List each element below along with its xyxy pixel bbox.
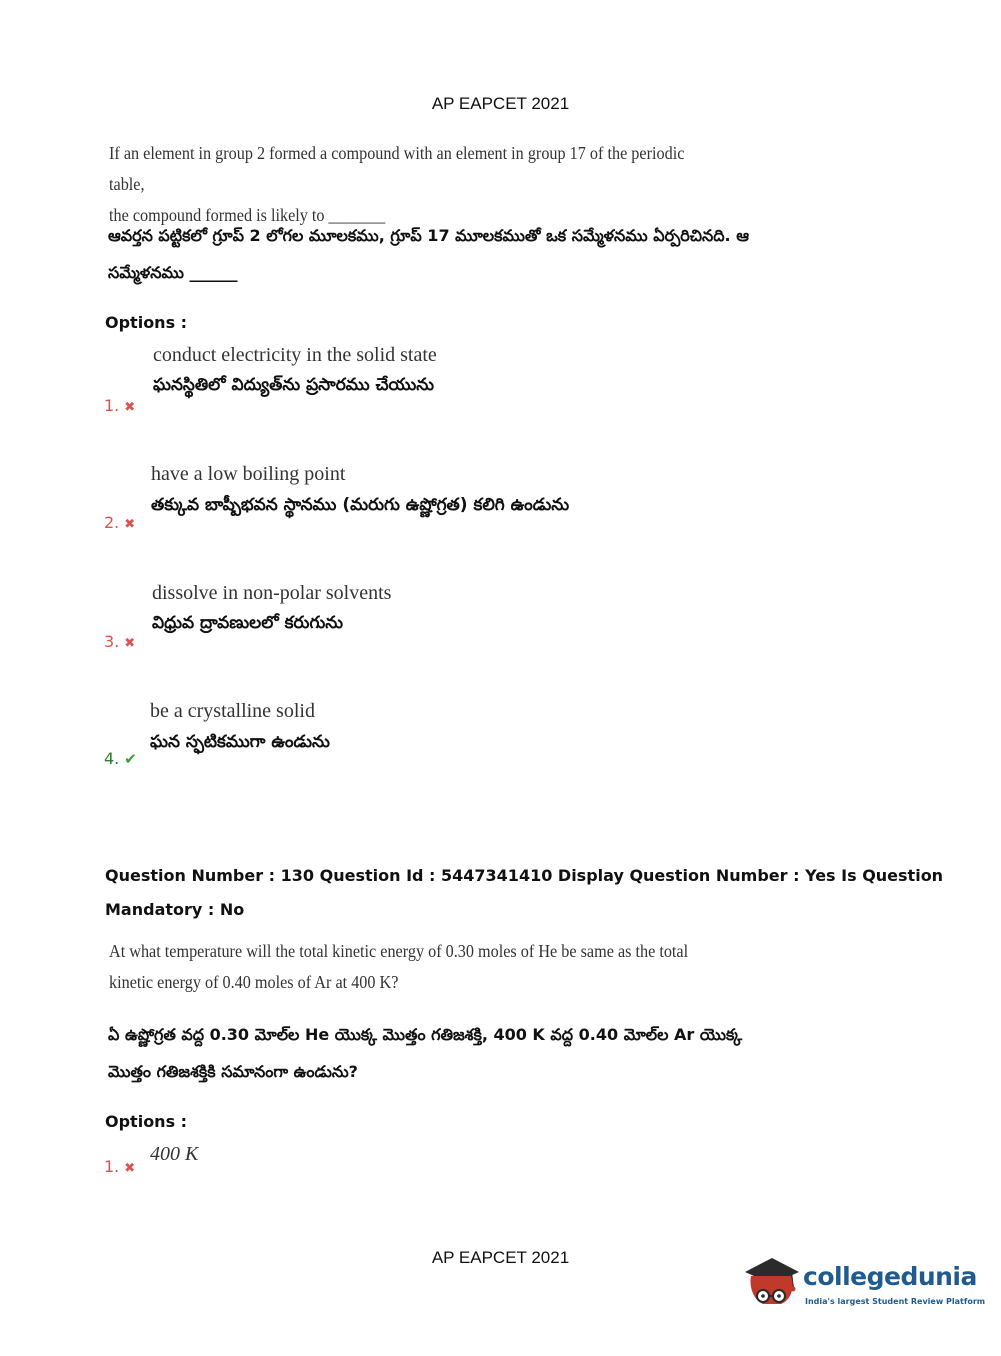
option-2-english: have a low boiling point <box>151 463 346 485</box>
logo-tagline: India's largest Student Review Platform <box>805 1297 986 1306</box>
option-number-text: 1. <box>104 396 120 415</box>
question-2-telugu <box>108 1016 828 1090</box>
option-1-number <box>104 396 135 415</box>
option-1-text: 400 K <box>150 1143 199 1165</box>
wrong-mark-icon: ✖ <box>124 636 136 651</box>
logo-name: collegedunia <box>803 1262 977 1291</box>
options-label: Options : <box>105 313 188 332</box>
question-1-telugu-line: ఆవర్తన పట్టికలో గ్రూప్ 2 లోగల మూలకము, గ్రూప్ 17 మూలకముతో ఒక సమ్మేళనము ఏర్పరిచినది. ఆ <box>108 226 749 245</box>
question-1-english-line: the compound formed is likely to _______ <box>109 205 386 225</box>
question-2-meta <box>105 859 945 927</box>
mascot-icon <box>741 1250 803 1312</box>
question-meta-line: Question Number : 130 Question Id : 5447341410 Display Question Number : Yes Is Question <box>105 866 944 885</box>
option-1-telugu: ఘనస్థితిలో విద్యుత్‌ను ప్రసారము చేయును <box>153 375 435 395</box>
check-mark-icon: ✔ <box>124 750 137 768</box>
options-label: Options : <box>105 1112 188 1131</box>
wrong-mark-icon: ✖ <box>124 517 136 532</box>
question-1-telugu <box>108 217 828 291</box>
option-4-english: be a crystalline solid <box>150 700 315 722</box>
question-meta-line: Mandatory : No <box>105 900 245 919</box>
wrong-mark-icon: ✖ <box>124 400 136 415</box>
option-4-telugu: ఘన స్ఫటికముగా ఉండును <box>150 732 330 752</box>
question-1-telugu-line: సమ్మేళనము ______ <box>108 263 238 282</box>
option-number-text: 3. <box>104 632 120 651</box>
option-number-text: 4. <box>104 749 120 768</box>
option-2-number <box>104 513 135 532</box>
question-2-telugu-line: ఏ ఉష్ణోగ్రత వద్ద 0.30 మోల్‌ల He యొక్క మొత్తం గతిజశక్తి, 400 K వద్ద 0.40 మోల్‌ల Ar యొక్క <box>108 1025 743 1044</box>
option-3-telugu: విధ్రువ ద్రావణులలో కరుగును <box>152 613 344 633</box>
option-1-english: conduct electricity in the solid state <box>153 344 437 366</box>
question-2-english-line: At what temperature will the total kinetic energy of 0.30 moles of He be same as the total <box>109 941 689 961</box>
question-2-telugu-line: మొత్తం గతిజశక్తికి సమానంగా ఉండును? <box>108 1062 358 1081</box>
page-footer: AP EAPCET 2021 <box>431 1248 570 1267</box>
wrong-mark-icon: ✖ <box>124 1161 136 1176</box>
collegedunia-logo[interactable] <box>741 1248 986 1320</box>
option-4-number <box>104 749 137 768</box>
question-2-english <box>109 936 721 998</box>
option-number-text: 1. <box>104 1157 120 1176</box>
option-2-telugu: తక్కువ బాష్పీభవన స్థానము (మరుగు ఉష్ణోగ్రత) కలిగి ఉండును <box>151 495 570 515</box>
option-1-number <box>104 1157 135 1176</box>
option-3-english: dissolve in non-polar solvents <box>152 582 392 604</box>
option-3-number <box>104 632 135 651</box>
question-2-english-line: kinetic energy of 0.40 moles of Ar at 400 K? <box>109 972 399 992</box>
option-number-text: 2. <box>104 513 120 532</box>
page-header: AP EAPCET 2021 <box>431 94 570 113</box>
question-1-english-line: If an element in group 2 formed a compound with an element in group 17 of the periodic table, <box>109 143 685 194</box>
